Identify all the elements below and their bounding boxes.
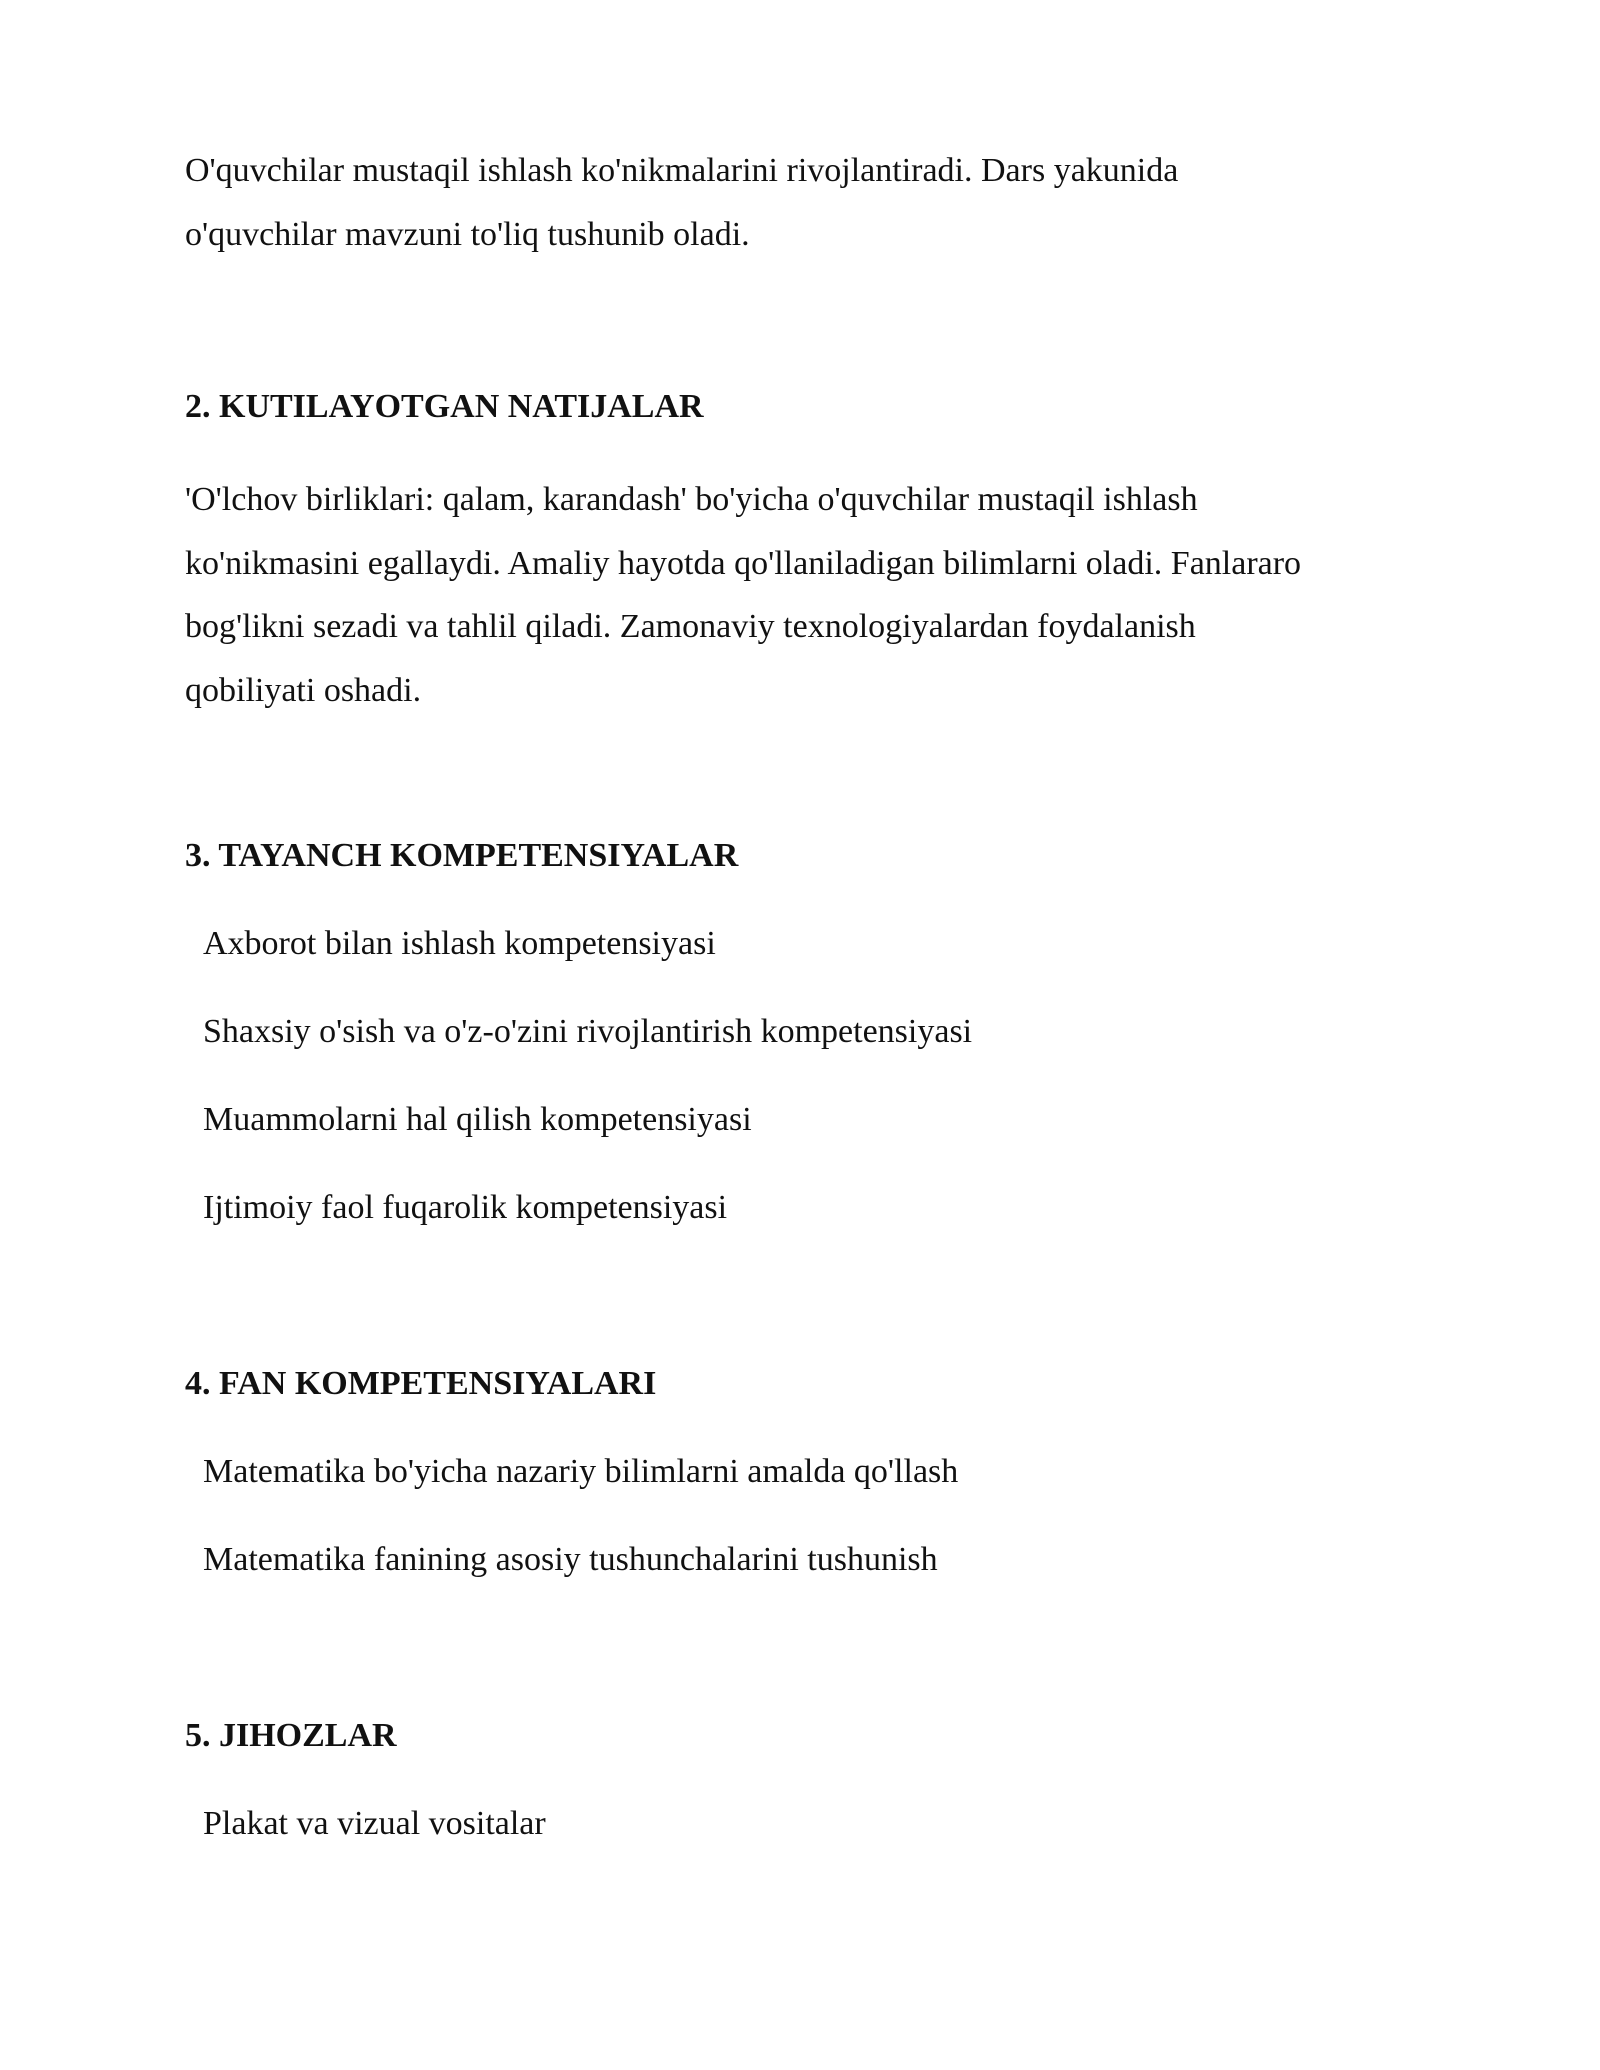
section-heading-kutilayotgan-natijalar: 2. KUTILAYOTGAN NATIJALAR	[185, 388, 704, 425]
paragraph-line: O'quvchilar mustaqil ishlash ko'nikmalarini rivojlantiradi. Dars yakunida	[185, 152, 1179, 189]
paragraph-line: qobiliyati oshadi.	[185, 671, 422, 709]
paragraph-line: 'O'lchov birliklari: qalam, karandash' bo'yicha o'quvchilar mustaqil ishlash	[185, 481, 1198, 518]
paragraph-line: ko'nikmasini egallaydi. Amaliy hayotda qo'llaniladigan bilimlarni oladi. Fanlararo	[185, 544, 1302, 582]
results-paragraph	[185, 468, 1415, 722]
list-item: Shaxsiy o'sish va o'z-o'zini rivojlantirish kompetensiyasi	[203, 1013, 973, 1050]
list-item: Matematika fanining asosiy tushunchalarini tushunish	[203, 1541, 938, 1578]
section-heading-tayanch-kompetensiyalar: 3. TAYANCH KOMPETENSIYALAR	[185, 837, 739, 874]
list-item: Ijtimoiy faol fuqarolik kompetensiyasi	[203, 1189, 728, 1226]
section-heading-jihozlar: 5. JIHOZLAR	[185, 1717, 397, 1754]
paragraph-line: bog'likni sezadi va tahlil qiladi. Zamonaviy texnologiyalardan foydalanish	[185, 608, 1196, 645]
section-heading-fan-kompetensiyalari: 4. FAN KOMPETENSIYALARI	[185, 1365, 657, 1402]
list-item: Axborot bilan ishlash kompetensiyasi	[203, 925, 716, 962]
intro-paragraph	[185, 139, 1415, 266]
list-item: Muammolarni hal qilish kompetensiyasi	[203, 1101, 752, 1138]
list-item: Plakat va vizual vositalar	[203, 1805, 546, 1842]
list-item: Matematika bo'yicha nazariy bilimlarni amalda qo'llash	[203, 1453, 959, 1490]
paragraph-line: o'quvchilar mavzuni to'liq tushunib oladi.	[185, 215, 750, 253]
